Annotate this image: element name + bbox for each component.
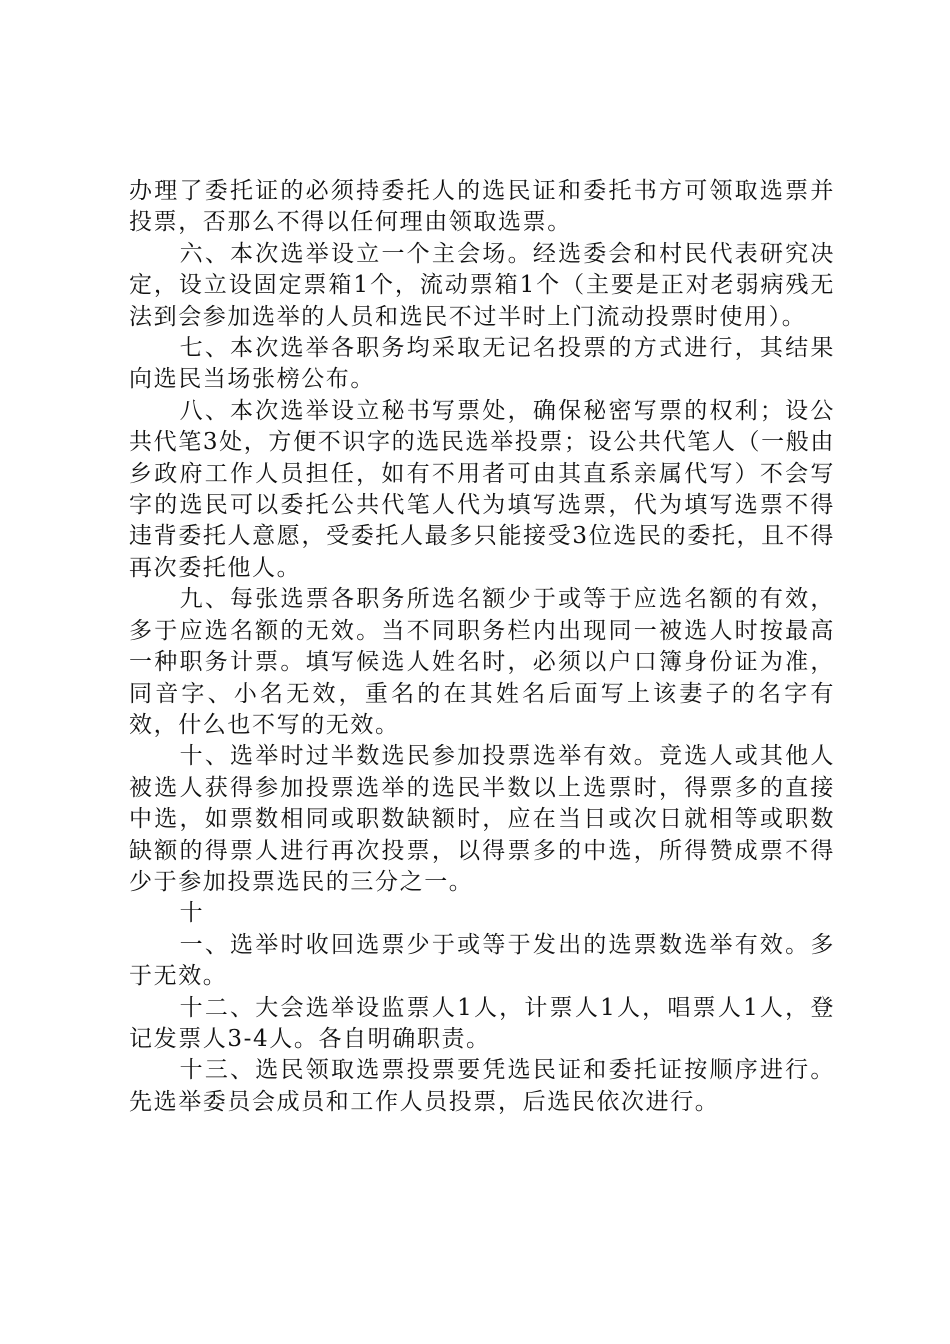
paragraph-item-6: 六、本次选举设立一个主会场。经选委会和村民代表研究决定，设立设固定票箱1个，流动票箱1个（主要是正对老弱病残无法到会参加选举的人员和选民不过半时上门流动投票时使用）。 [129, 240, 835, 330]
paragraph-item-8: 八、本次选举设立秘书写票处，确保秘密写票的权利；设公共代笔3处，方便不识字的选民选举投票；设公共代笔人（一般由乡政府工作人员担任，如有不用者可由其直系亲属代写）不会写字的选民可以委托公共代笔人代为填写选票，代为填写选票不得违背委托人意愿，受委托人最多只能接受3位选民的委托，且不得再次委托他人。 [129, 397, 835, 581]
document-body [129, 176, 835, 1118]
paragraph-item-11-heading: 十 [179, 900, 205, 927]
paragraph-item-12: 十二、大会选举设监票人1人，计票人1人，唱票人1人，登记发票人3-4人。各自明确职责。 [129, 994, 835, 1052]
paragraph-item-10: 十、选举时过半数选民参加投票选举有效。竞选人或其他人被选人获得参加投票选举的选民半数以上选票时，得票多的直接中选，如票数相同或职数缺额时，应在当日或次日就相等或职数缺额的得票人进行再次投票，以得票多的中选，所得赞成票不得少于参加投票选民的三分之一。 [129, 743, 835, 895]
paragraph-item-13: 十三、选民领取选票投票要凭选民证和委托证按顺序进行。先选举委员会成员和工作人员投票，后选民依次进行。 [129, 1057, 835, 1115]
paragraph-proxy-voting: 办理了委托证的必须持委托人的选民证和委托书方可领取选票并投票，否那么不得以任何理由领取选票。 [129, 178, 835, 236]
paragraph-item-9: 九、每张选票各职务所选名额少于或等于应选名额的有效，多于应选名额的无效。当不同职务栏内出现同一被选人时按最高一种职务计票。填写候选人姓名时，必须以户口簿身份证为准，同音字、小名无效，重名的在其姓名后面写上该妻子的名字有效，什么也不写的无效。 [129, 586, 835, 738]
paragraph-item-7: 七、本次选举各职务均采取无记名投票的方式进行，其结果向选民当场张榜公布。 [129, 335, 835, 393]
paragraph-item-11: 一、选举时收回选票少于或等于发出的选票数选举有效。多于无效。 [129, 931, 835, 990]
